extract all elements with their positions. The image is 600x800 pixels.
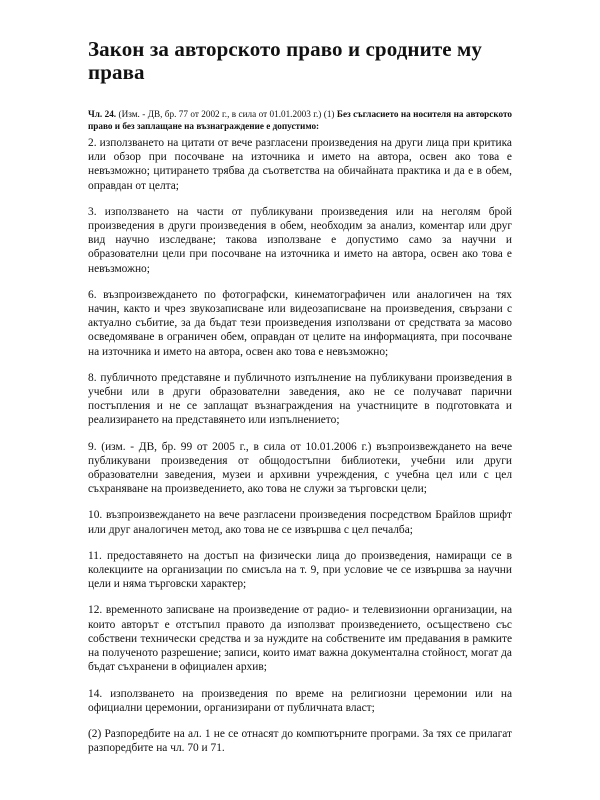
article-heading <box>88 108 512 132</box>
paragraph-item-2: 2. използването на цитати от вече разгласени произведения на други лица при критика или обзор при посочване на източника и името на автора, освен ако това е невъзможно; цитирането трябва да съответства на обичайната практика и да е в обем, оправдан от целта; <box>88 137 512 192</box>
article-number: Чл. 24. <box>88 109 117 119</box>
paragraph-item-14: 14. използването на произведения по време на религиозни церемонии или на официални церемонии, организирани от публичната власт; <box>88 687 512 714</box>
paragraph-item-6: 6. възпроизвеждането по фотографски, кинематографичен или аналогичен на тях начин, както и чрез звукозаписване или видеозаписване на произведения, свързани с актуално събитие, за да бъдат тези произведения използвани от средствата за масово осведомяване в ограничен обем, оправдан от целите на информацията, при посочване на източника и името на автора, освен ако това е невъзможно; <box>88 288 512 358</box>
paragraph-item-12: 12. временното записване на произведение от радио- и телевизионни организации, на които авторът е отстъпил правото да използват произведението, осъществено със собствени технически средства и за нуждите на собствените им предавания в рамките на полученото разрешение; записи, които имат важна документална стойност, могат да бъдат съхранени в официален архив; <box>88 604 512 674</box>
paragraph-item-8: 8. публичното представяне и публичното изпълнение на публикувани произведения в учебни или в други образователни заведения, ако не се получават парични постъпления и не се заплащат възнаграждения на участниците в подготовката и реализирането на представянето или изпълнението; <box>88 371 512 427</box>
paragraph-item-10: 10. възпроизвеждането на вече разгласени произведения посредством Брайлов шрифт или друг аналогичен метод, ако това не се извършва с цел печалба; <box>88 509 512 536</box>
paragraph-item-3: 3. използването на части от публикувани произведения или на неголям брой произведения в други произведения в обем, необходим за анализ, коментар или друг вид научно изследване; такова използване е допустимо само за научни и образователни цели при посочване на източника и името на автора, освен ако това е невъзможно; <box>88 205 512 275</box>
paragraph-item-11: 11. предоставянето на достъп на физически лица до произведения, намиращи се в колекциите на организации по смисъла на т. 9, при условие че се извършва за научни цели и няма търговски характер; <box>88 549 512 591</box>
document-page <box>88 38 512 755</box>
paragraph-section-2: (2) Разпоредбите на ал. 1 не се отнасят до компютърните програми. За тях се прилагат разпоредбите на чл. 70 и 71. <box>88 727 512 755</box>
paragraph-item-9: 9. (изм. - ДВ, бр. 99 от 2005 г., в сила от 10.01.2006 г.) възпроизвеждането на вече публикувани произведения от общодостъпни библиотеки, учебни или други образователни заведения, музеи и архивни учреждения, с учебна цел или с цел съхраняване на произведението, ако това не служи за търговски цели; <box>88 440 512 496</box>
document-title: Закон за авторското право и сродните му права <box>88 37 483 84</box>
article-amendment-note: (Изм. - ДВ, бр. 77 от 2002 г., в сила от 01.01.2003 г.) (1) <box>116 109 337 119</box>
article-lead-text: Без съгласието на носителя на авторското право и без заплащане на възнаграждение е допустимо: <box>88 109 512 131</box>
